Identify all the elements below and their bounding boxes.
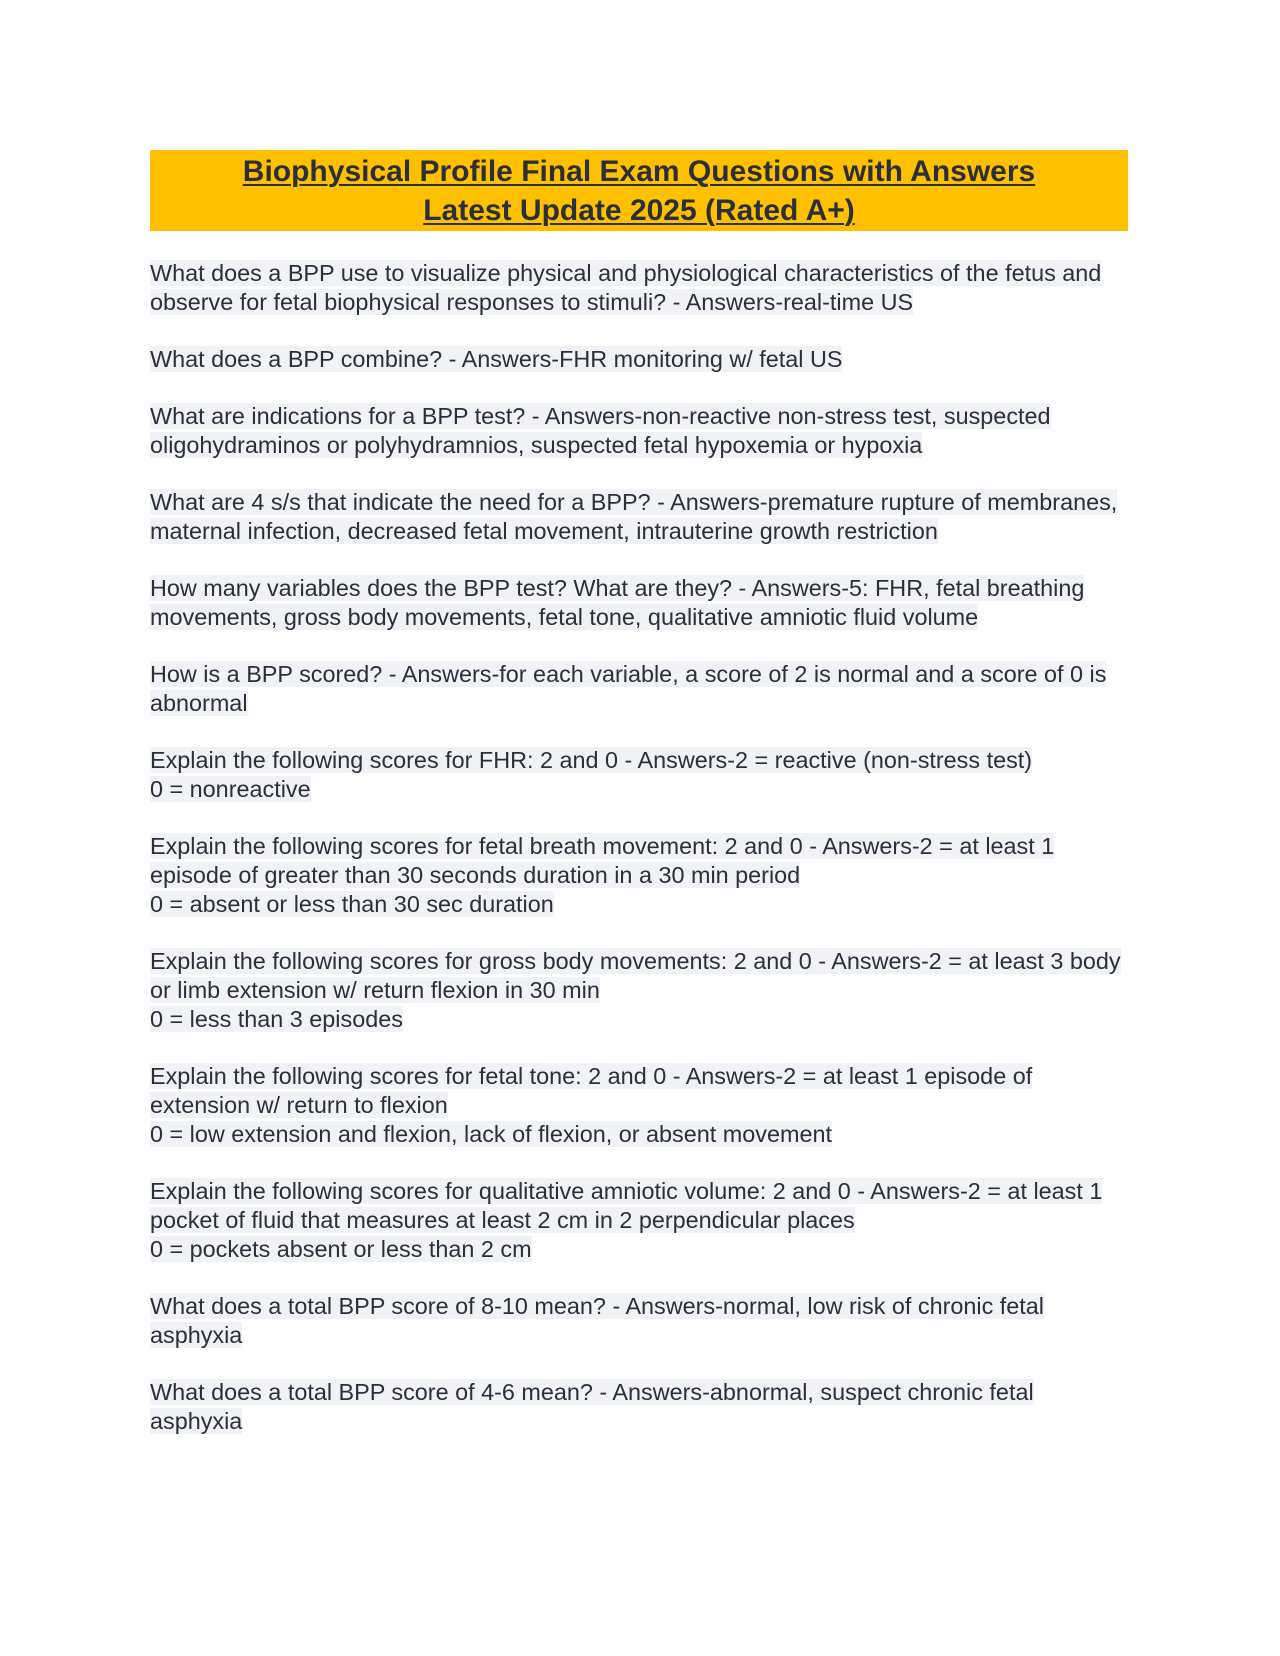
qa-text-continued: 0 = less than 3 episodes (150, 1006, 403, 1032)
qa-text: What does a BPP use to visualize physical and physiological characteristics of the fetus and observe for fetal biophysical responses to stimuli? - Answers-real-time US (150, 260, 1102, 315)
qa-text: What are indications for a BPP test? - Answers-non-reactive non-stress test, suspected oligohydraminos or polyhydramnios, suspected fetal hypoxemia or hypoxia (150, 403, 1051, 458)
qa-item (150, 947, 1128, 1034)
qa-item (150, 574, 1128, 632)
qa-text: Explain the following scores for fetal breath movement: 2 and 0 - Answers-2 = at least 1 episode of greater than 30 seconds duration in a 30 min period (150, 833, 1055, 888)
qa-text: What does a total BPP score of 4-6 mean? - Answers-abnormal, suspect chronic fetal asphyxia (150, 1379, 1034, 1434)
qa-item (150, 746, 1128, 804)
qa-item (150, 660, 1128, 718)
qa-text: Explain the following scores for fetal tone: 2 and 0 - Answers-2 = at least 1 episode of extension w/ return to flexion (150, 1063, 1033, 1118)
qa-item (150, 1378, 1128, 1436)
qa-text-continued: 0 = absent or less than 30 sec duration (150, 891, 554, 917)
qa-text: Explain the following scores for gross body movements: 2 and 0 - Answers-2 = at least 3 body or limb extension w/ return flexion in 30 min (150, 948, 1121, 1003)
qa-item (150, 1292, 1128, 1350)
qa-item (150, 832, 1128, 919)
qa-text: Explain the following scores for FHR: 2 and 0 - Answers-2 = reactive (non-stress test) (150, 747, 1033, 773)
qa-item (150, 1177, 1128, 1264)
qa-item (150, 1062, 1128, 1149)
qa-text: How is a BPP scored? - Answers-for each variable, a score of 2 is normal and a score of 0 is abnormal (150, 661, 1107, 716)
qa-text-continued: 0 = pockets absent or less than 2 cm (150, 1236, 532, 1262)
document-page (150, 150, 1128, 1464)
qa-list (150, 259, 1128, 1436)
qa-item (150, 402, 1128, 460)
qa-text-continued: 0 = nonreactive (150, 776, 311, 802)
qa-text: What does a total BPP score of 8-10 mean? - Answers-normal, low risk of chronic fetal asphyxia (150, 1293, 1045, 1348)
qa-item (150, 488, 1128, 546)
document-title-line-1: Biophysical Profile Final Exam Questions with Answers (242, 155, 1036, 188)
document-title-line-2: Latest Update 2025 (Rated A+) (423, 194, 855, 227)
qa-text: What does a BPP combine? - Answers-FHR monitoring w/ fetal US (150, 346, 843, 372)
qa-item (150, 259, 1128, 317)
qa-text: Explain the following scores for qualitative amniotic volume: 2 and 0 - Answers-2 = at least 1 pocket of fluid that measures at least 2 cm in 2 perpendicular places (150, 1178, 1103, 1233)
qa-text: What are 4 s/s that indicate the need for a BPP? - Answers-premature rupture of membranes, maternal infection, decreased fetal movement, intrauterine growth restriction (150, 489, 1118, 544)
title-banner (150, 150, 1128, 231)
qa-item (150, 345, 1128, 374)
qa-text-continued: 0 = low extension and flexion, lack of flexion, or absent movement (150, 1121, 832, 1147)
qa-text: How many variables does the BPP test? What are they? - Answers-5: FHR, fetal breathing movements, gross body movements, fetal tone, qualitative amniotic fluid volume (150, 575, 1085, 630)
